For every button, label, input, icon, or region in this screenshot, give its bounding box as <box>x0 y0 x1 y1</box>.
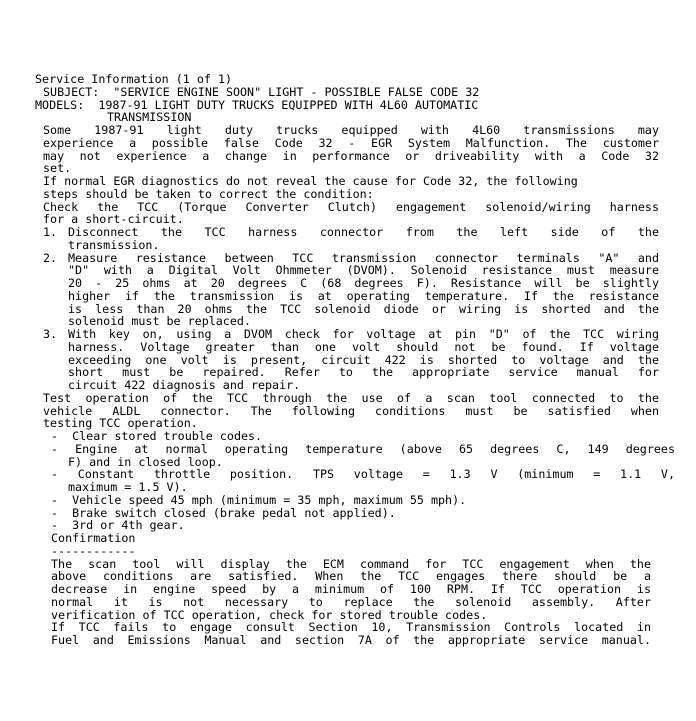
intro-line: set. <box>43 161 72 176</box>
egr-paragraph-line: steps should be taken to correct the condition: <box>43 186 374 201</box>
condition-item: - Engine at normal operating temperature (above 65 degrees C, 149 degrees <box>51 441 675 456</box>
step-number: 1. <box>43 225 58 239</box>
check-paragraph-line: Check the TCC (Torque Converter Clutch) engagement solenoid/wiring harness <box>43 199 659 214</box>
check-paragraph-line: for a short-circuit. <box>43 212 184 227</box>
test-line: Test operation of the TCC through the use of a scan tool connected to the <box>43 390 659 405</box>
step-1 <box>35 226 675 252</box>
confirmation-line: above conditions are satisfied. When the TCC engages there should be a <box>51 569 651 584</box>
step-line: 20 - 25 ohms at 20 degrees C (68 degrees F). Resistance will be slightly <box>68 276 659 290</box>
step-line: solenoid must be replaced. <box>68 314 251 329</box>
models-line-continued: TRANSMISSION <box>107 110 192 125</box>
confirmation-heading: Confirmation <box>51 531 136 545</box>
step-line: transmission. <box>68 237 160 252</box>
step-number: 2. <box>43 250 58 265</box>
step-line: is less than 20 ohms the TCC solenoid diode or wiring is shorted and the <box>68 301 659 316</box>
step-line: "D" with a Digital Volt Ohmmeter (DVOM). Solenoid resistance must measure <box>68 263 659 278</box>
fails-line: If TCC fails to engage consult Section 10, Transmission Controls located in <box>51 620 651 635</box>
confirmation-line: verification of TCC operation, check for stored trouble codes. <box>51 607 488 622</box>
condition-item: - Brake switch closed (brake pedal not applied). <box>51 505 396 520</box>
step-2 <box>35 252 675 329</box>
condition-item: - Constant throttle position. TPS voltage = 1.3 V (minimum = 1.1 V, <box>51 467 675 482</box>
step-number: 3. <box>43 327 58 341</box>
step-line: With key on, using a DVOM check for voltage at pin "D" of the TCC wiring <box>68 327 659 341</box>
fails-paragraph <box>35 621 675 647</box>
step-line: exceeding one volt is present, circuit 422 is shorted to voltage and the <box>68 352 659 367</box>
step-line: Measure resistance between TCC transmission connector terminals "A" and <box>68 250 659 265</box>
condition-item-continued: maximum = 1.5 V). <box>68 480 188 494</box>
intro-paragraph <box>35 124 675 175</box>
test-line: testing TCC operation. <box>43 416 198 431</box>
test-line: vehicle ALDL connector. The following conditions must be satisfied when <box>43 403 659 418</box>
confirmation-paragraph <box>35 558 675 622</box>
step-line: harness. Voltage greater than one volt should not be found. If voltage <box>68 339 659 354</box>
bulletin-header: Service Information (1 of 1) <box>35 72 233 86</box>
step-line: Disconnect the TCC harness connector from the left side of the <box>68 225 659 239</box>
confirmation-line: decrease in engine speed by a minimum of 100 RPM. If TCC operation is <box>51 582 651 596</box>
fails-line: Fuel and Emissions Manual and section 7A of the appropriate service manual. <box>51 633 651 647</box>
condition-item-continued: F) and in closed loop. <box>68 454 223 469</box>
condition-item: - Clear stored trouble codes. <box>51 429 263 443</box>
models-line: MODELS: 1987-91 LIGHT DUTY TRUCKS EQUIPPED WITH 4L60 AUTOMATIC <box>35 97 479 112</box>
confirmation-line: The scan tool will display the ECM command for TCC engagement when the <box>51 556 651 571</box>
egr-paragraph-line: If normal EGR diagnostics do not reveal the cause for Code 32, the following <box>43 174 578 188</box>
confirmation-line: normal it is not necessary to replace the solenoid assembly. After <box>51 594 651 609</box>
step-line: higher if the transmission is at operating temperature. If the resistance <box>68 288 659 303</box>
step-line: short must be repaired. Refer to the appropriate service manual for <box>68 365 659 380</box>
confirmation-underline: ------------ <box>51 543 136 558</box>
intro-line: may not experience a change in performance or driveability with a Code 32 <box>43 148 659 163</box>
test-paragraph <box>35 392 675 430</box>
step-line: circuit 422 diagnosis and repair. <box>68 378 301 392</box>
conditions-list <box>35 430 675 532</box>
intro-line: Some 1987-91 light duty trucks equipped with 4L60 transmissions may <box>43 123 659 137</box>
condition-item: - 3rd or 4th gear. <box>51 518 185 533</box>
condition-item: - Vehicle speed 45 mph (minimum = 35 mph, maximum 55 mph). <box>51 492 467 507</box>
step-3 <box>35 328 675 392</box>
service-bulletin <box>35 73 675 647</box>
intro-line: experience a possible false Code 32 - EGR System Malfunction. The customer <box>43 135 659 150</box>
subject-line: SUBJECT: "SERVICE ENGINE SOON" LIGHT - POSSIBLE FALSE CODE 32 <box>43 84 480 99</box>
